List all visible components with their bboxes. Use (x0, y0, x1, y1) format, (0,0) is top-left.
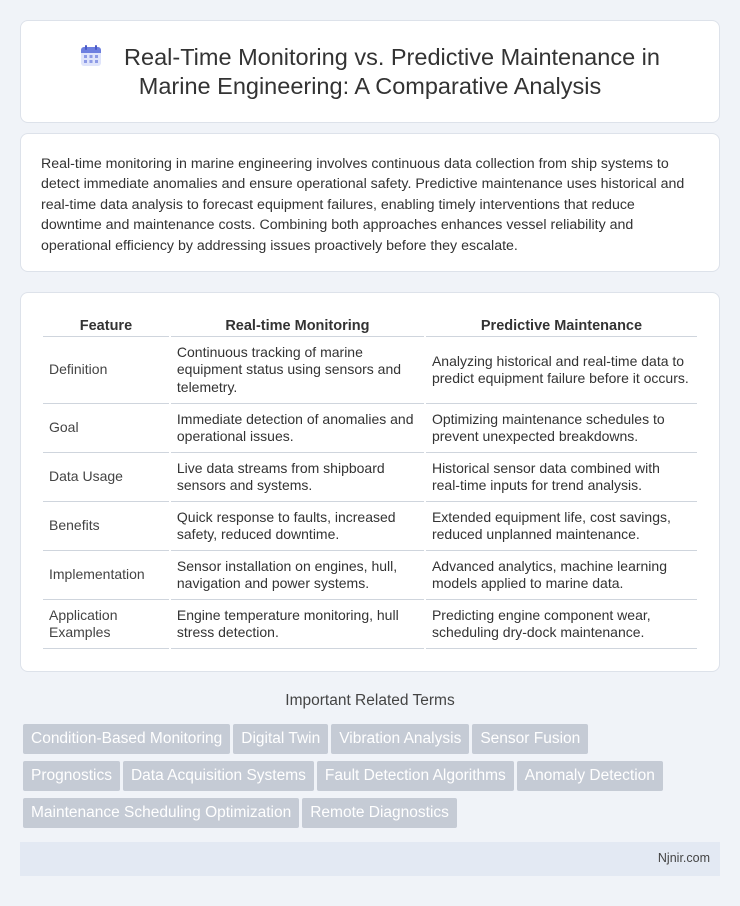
predictive-cell: Advanced analytics, machine learning models applied to marine data. (426, 551, 697, 600)
term-tag[interactable]: Anomaly Detection (517, 761, 663, 791)
feature-cell: Data Usage (43, 453, 169, 502)
real-time-cell: Sensor installation on engines, hull, navigation and power systems. (171, 551, 424, 600)
footer (20, 842, 720, 876)
header-real-time-monitoring: Real-time Monitoring (171, 317, 424, 337)
calendar-icon (80, 45, 102, 67)
tag-row (23, 724, 723, 761)
comparison-card (20, 292, 720, 672)
term-tag[interactable]: Condition-Based Monitoring (23, 724, 230, 754)
predictive-cell: Extended equipment life, cost savings, reduced unplanned maintenance. (426, 502, 697, 551)
summary-paragraph: Real-time monitoring in marine engineering involves continuous data collection from ship systems to detect immediate anomalies and ensure operational safety. Predictive maintenance uses historical and real-time data analysis to forecast equipment failures, enabling timely interventions that reduce downtime and maintenance costs. Combining both approaches enhances vessel reliability and operational efficiency by addressing issues proactively before they escalate. (41, 156, 685, 254)
term-tag[interactable]: Prognostics (23, 761, 120, 791)
predictive-cell: Optimizing maintenance schedules to prevent unexpected breakdowns. (426, 404, 697, 453)
table-row (43, 551, 697, 600)
feature-cell: Goal (43, 404, 169, 453)
title-line-1: Real-Time Monitoring vs. Predictive Maintenance in (124, 44, 660, 70)
summary-card (20, 133, 720, 272)
real-time-cell: Quick response to faults, increased safety, reduced downtime. (171, 502, 424, 551)
related-terms-heading: Important Related Terms (285, 692, 455, 709)
table-row (43, 453, 697, 502)
title-line-2: Marine Engineering: A Comparative Analysis (138, 73, 602, 99)
predictive-cell: Historical sensor data combined with real-time inputs for trend analysis. (426, 453, 697, 502)
header-card (20, 20, 720, 123)
header-predictive-maintenance: Predictive Maintenance (426, 317, 697, 337)
related-terms-list (23, 724, 723, 835)
header-feature: Feature (43, 317, 169, 337)
table-row (43, 337, 697, 404)
real-time-cell: Live data streams from shipboard sensors and systems. (171, 453, 424, 502)
tag-row (23, 798, 723, 835)
feature-cell: Implementation (43, 551, 169, 600)
page-title (21, 43, 719, 101)
predictive-cell: Predicting engine component wear, scheduling dry-dock maintenance. (426, 600, 697, 649)
comparison-table (41, 317, 699, 649)
term-tag[interactable]: Fault Detection Algorithms (317, 761, 514, 791)
predictive-cell: Analyzing historical and real-time data to predict equipment failure before it occurs. (426, 337, 697, 404)
real-time-cell: Engine temperature monitoring, hull stress detection. (171, 600, 424, 649)
feature-cell: Application Examples (43, 600, 169, 649)
term-tag[interactable]: Sensor Fusion (472, 724, 588, 754)
term-tag[interactable]: Digital Twin (233, 724, 328, 754)
term-tag[interactable]: Vibration Analysis (331, 724, 469, 754)
table-row (43, 404, 697, 453)
table-header-row (43, 317, 697, 337)
footer-brand[interactable]: Njnir.com (657, 851, 710, 865)
tag-row (23, 761, 723, 798)
term-tag[interactable]: Remote Diagnostics (302, 798, 457, 828)
feature-cell: Benefits (43, 502, 169, 551)
term-tag[interactable]: Data Acquisition Systems (123, 761, 314, 791)
feature-cell: Definition (43, 337, 169, 404)
real-time-cell: Immediate detection of anomalies and operational issues. (171, 404, 424, 453)
table-row (43, 600, 697, 649)
real-time-cell: Continuous tracking of marine equipment status using sensors and telemetry. (171, 337, 424, 404)
term-tag[interactable]: Maintenance Scheduling Optimization (23, 798, 299, 828)
table-row (43, 502, 697, 551)
